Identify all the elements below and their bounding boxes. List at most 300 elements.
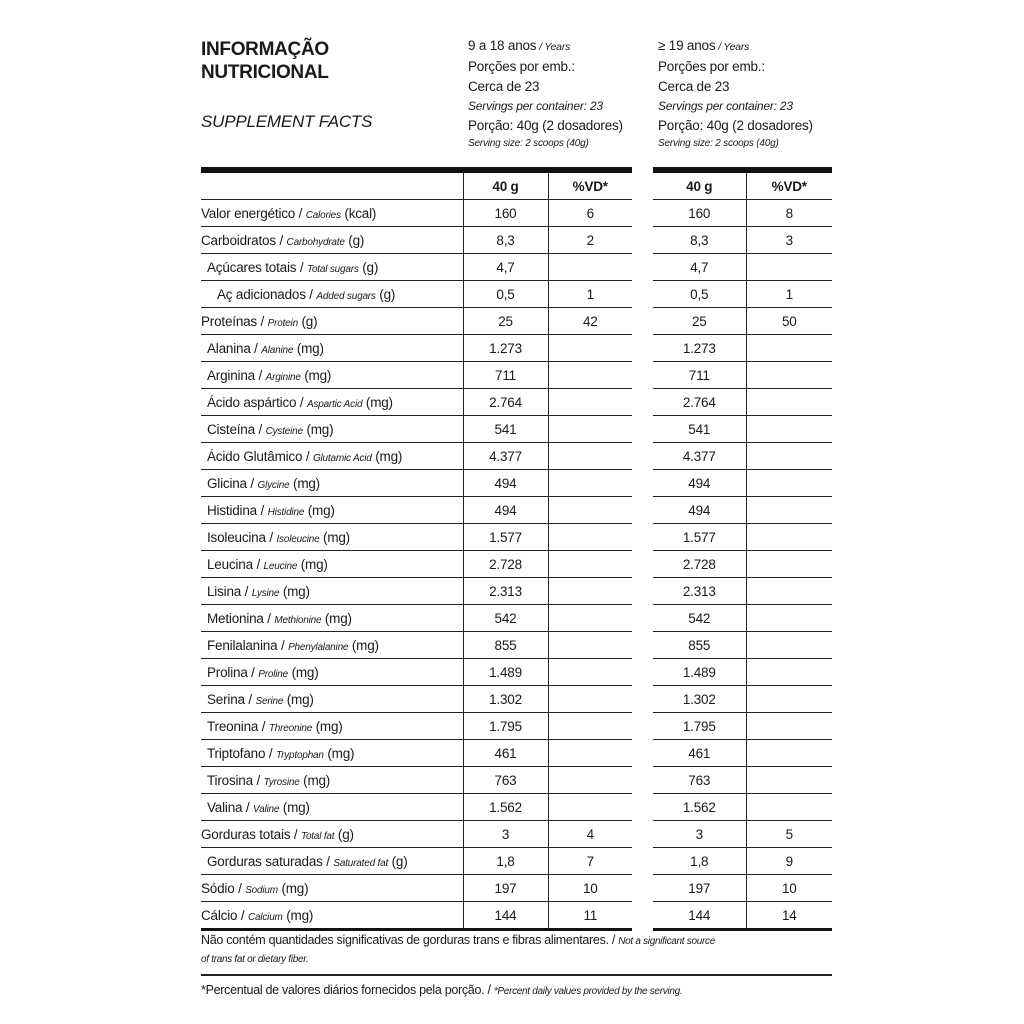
nutrient-name-en: Isoleucine — [276, 533, 320, 545]
nutrient-label — [201, 200, 463, 227]
nutrient-name-pt: Cisteína / — [207, 421, 266, 437]
dv-19-plus: 5 — [746, 821, 832, 848]
dv-9-18: 7 — [548, 848, 632, 875]
footnote-trans-fat-en: Not a significant source — [618, 936, 715, 947]
nutrient-name-en: Aspartic Acid — [306, 398, 363, 410]
dv-19-plus — [746, 416, 832, 443]
nutrient-label — [201, 362, 463, 389]
amount-9-18: 1,8 — [463, 848, 548, 875]
age-range-en: / Years — [715, 41, 750, 53]
table-row — [201, 200, 632, 227]
table-row — [201, 470, 632, 497]
nutrient-name-pt: Ácido Glutâmico / — [207, 448, 313, 464]
portion-en: Serving size: 2 scoops (40g) — [658, 138, 779, 149]
dv-19-plus: 9 — [746, 848, 832, 875]
dv-9-18 — [548, 443, 632, 470]
table-row — [201, 362, 632, 389]
amount-9-18: 3 — [463, 821, 548, 848]
table-row — [653, 902, 832, 930]
nutrient-unit: (mg) — [300, 367, 332, 383]
table-row — [201, 632, 632, 659]
nutrient-unit: (mg) — [323, 745, 355, 761]
dv-19-plus — [746, 740, 832, 767]
nutrient-label — [201, 821, 463, 848]
table-row — [201, 227, 632, 254]
footnote-trans-fat-en-cont: of trans fat or dietary fiber. — [201, 954, 309, 965]
nutrient-name-pt: Ácido aspártico / — [207, 394, 307, 410]
title-line-2: NUTRICIONAL — [201, 62, 329, 83]
amount-9-18: 1.562 — [463, 794, 548, 821]
table-row — [201, 740, 632, 767]
table-header-row — [653, 173, 832, 200]
nutrient-unit: (mg) — [319, 529, 350, 545]
table-row — [201, 902, 632, 930]
amount-9-18: 542 — [463, 605, 548, 632]
nutrient-name-pt: Gorduras totais / — [201, 826, 301, 842]
nutrient-label — [201, 659, 463, 686]
header-amount: 40 g — [463, 173, 548, 200]
amount-19-plus: 494 — [653, 470, 746, 497]
dv-19-plus — [746, 632, 832, 659]
nutrient-name-pt: Triptofano / — [207, 745, 276, 761]
dv-19-plus — [746, 362, 832, 389]
table-row — [653, 875, 832, 902]
table-row — [653, 848, 832, 875]
dv-19-plus: 3 — [746, 227, 832, 254]
amount-19-plus: 144 — [653, 902, 746, 930]
table-row — [653, 497, 832, 524]
nutrient-label — [201, 713, 463, 740]
nutrient-name-en: Added sugars — [316, 290, 376, 302]
title — [201, 38, 329, 84]
table-row — [653, 362, 832, 389]
nutrient-name-en: Proline — [258, 668, 289, 680]
table-row — [201, 848, 632, 875]
nutrient-name-pt: Treonina / — [207, 718, 269, 734]
dv-19-plus: 1 — [746, 281, 832, 308]
amount-19-plus: 4,7 — [653, 254, 746, 281]
amount-19-plus: 1.577 — [653, 524, 746, 551]
dv-19-plus: 14 — [746, 902, 832, 930]
table-row — [201, 875, 632, 902]
nutrient-label — [201, 848, 463, 875]
table-row — [653, 443, 832, 470]
dv-9-18 — [548, 389, 632, 416]
dv-9-18: 6 — [548, 200, 632, 227]
nutrient-unit: (mg) — [299, 772, 331, 788]
nutrient-label — [201, 497, 463, 524]
dv-19-plus: 8 — [746, 200, 832, 227]
nutrient-name-en: Tyrosine — [263, 776, 300, 788]
amount-9-18: 144 — [463, 902, 548, 930]
nutrient-name-pt: Valina / — [207, 799, 253, 815]
nutrient-unit: (mg) — [289, 475, 320, 491]
nutrient-name-en: Leucine — [263, 560, 298, 572]
table-row — [201, 821, 632, 848]
table-row — [653, 767, 832, 794]
nutrient-name-en: Saturated fat — [333, 857, 389, 869]
dv-19-plus — [746, 389, 832, 416]
nutrient-label — [201, 227, 463, 254]
nutrient-name-en: Serine — [255, 695, 284, 707]
table-row — [653, 254, 832, 281]
nutrient-unit: (mg) — [297, 556, 328, 572]
nutrient-name-pt: Sódio / — [201, 880, 246, 896]
nutrient-name-pt: Fenilalanina / — [207, 637, 289, 653]
dv-9-18 — [548, 767, 632, 794]
amount-19-plus: 542 — [653, 605, 746, 632]
nutrient-label — [201, 740, 463, 767]
dv-19-plus — [746, 524, 832, 551]
nutrient-name-en: Calcium — [247, 911, 283, 923]
amount-19-plus: 2.728 — [653, 551, 746, 578]
table-row — [653, 632, 832, 659]
amount-9-18: 461 — [463, 740, 548, 767]
portion-pt: Porção: 40g (2 dosadores) — [468, 118, 623, 133]
dv-9-18: 2 — [548, 227, 632, 254]
amount-9-18: 541 — [463, 416, 548, 443]
amount-19-plus: 855 — [653, 632, 746, 659]
table-row — [201, 686, 632, 713]
dv-9-18 — [548, 470, 632, 497]
dv-19-plus — [746, 497, 832, 524]
dv-19-plus — [746, 470, 832, 497]
amount-9-18: 1.489 — [463, 659, 548, 686]
nutrient-unit: (mg) — [277, 880, 309, 896]
dv-19-plus — [746, 686, 832, 713]
nutrient-name-pt: Tirosina / — [207, 772, 264, 788]
amount-9-18: 4,7 — [463, 254, 548, 281]
dv-9-18 — [548, 605, 632, 632]
nutrient-label — [201, 686, 463, 713]
nutrient-name-en: Histidine — [267, 506, 305, 518]
nutrient-unit: (mg) — [312, 718, 343, 734]
nutrient-name-pt: Carboidratos / — [201, 232, 287, 248]
header-amount: 40 g — [653, 173, 746, 200]
footnote-daily-value-pt: *Percentual de valores diários fornecidos pela porção. / — [201, 983, 494, 997]
dv-19-plus: 50 — [746, 308, 832, 335]
nutrient-unit: (mg) — [279, 799, 310, 815]
portion-en: Serving size: 2 scoops (40g) — [468, 138, 589, 149]
nutrient-name-en: Sodium — [245, 884, 278, 896]
amount-19-plus: 1.302 — [653, 686, 746, 713]
age-range-en: / Years — [536, 41, 571, 53]
amount-9-18: 1.302 — [463, 686, 548, 713]
dv-9-18 — [548, 686, 632, 713]
nutrient-label — [201, 281, 463, 308]
header-blank — [201, 173, 463, 200]
age-range: ≥ 19 anos — [658, 38, 716, 53]
nutrient-name-en: Lysine — [251, 587, 280, 599]
amount-9-18: 494 — [463, 497, 548, 524]
amount-9-18: 197 — [463, 875, 548, 902]
table-row — [653, 713, 832, 740]
nutrient-label — [201, 335, 463, 362]
table-row — [201, 497, 632, 524]
dv-9-18 — [548, 416, 632, 443]
nutrient-label — [201, 902, 463, 930]
nutrient-label — [201, 389, 463, 416]
nutrient-name-en: Protein — [267, 317, 298, 329]
amount-19-plus: 197 — [653, 875, 746, 902]
nutrient-name-en: Alanine — [261, 344, 294, 356]
amount-19-plus: 8,3 — [653, 227, 746, 254]
amount-19-plus: 711 — [653, 362, 746, 389]
nutrient-name-en: Glycine — [257, 479, 290, 491]
nutrient-unit: (mg) — [371, 448, 403, 464]
dv-19-plus — [746, 443, 832, 470]
amount-9-18: 1.273 — [463, 335, 548, 362]
amount-19-plus: 763 — [653, 767, 746, 794]
dv-9-18 — [548, 497, 632, 524]
nutrient-name-en: Tryptophan — [275, 749, 324, 761]
nutrient-name-pt: Proteínas / — [201, 313, 268, 329]
amount-19-plus: 1.795 — [653, 713, 746, 740]
nutrient-name-en: Phenylalanine — [288, 641, 349, 653]
amount-19-plus: 4.377 — [653, 443, 746, 470]
dv-9-18 — [548, 740, 632, 767]
nutrient-name-en: Threonine — [268, 722, 313, 734]
table-row — [653, 389, 832, 416]
amount-9-18: 8,3 — [463, 227, 548, 254]
nutrient-unit: (mg) — [321, 610, 352, 626]
dv-9-18 — [548, 659, 632, 686]
table-row — [653, 794, 832, 821]
servings-en: Servings per container: 23 — [468, 99, 603, 113]
nutrient-unit: (mg) — [288, 664, 319, 680]
footnote-trans-fat — [201, 933, 715, 947]
nutrient-label — [201, 578, 463, 605]
dv-19-plus — [746, 659, 832, 686]
title-line-1: INFORMAÇÃO — [201, 39, 329, 60]
nutrient-name-pt: Gorduras saturadas / — [207, 853, 334, 869]
table-row — [201, 659, 632, 686]
nutrient-unit: (g) — [375, 286, 396, 302]
amount-9-18: 25 — [463, 308, 548, 335]
nutrient-name-en: Methionine — [274, 614, 322, 626]
table-row — [653, 281, 832, 308]
subtitle: SUPPLEMENT FACTS — [201, 112, 373, 131]
table-header-row — [201, 173, 632, 200]
nutrient-name-pt: Prolina / — [207, 664, 259, 680]
dv-19-plus — [746, 605, 832, 632]
dv-19-plus — [746, 713, 832, 740]
amount-19-plus: 494 — [653, 497, 746, 524]
table-row — [653, 659, 832, 686]
table-row — [201, 254, 632, 281]
nutrient-name-pt: Glicina / — [207, 475, 258, 491]
table-row — [653, 227, 832, 254]
dv-9-18: 10 — [548, 875, 632, 902]
table-row — [653, 821, 832, 848]
dv-9-18: 1 — [548, 281, 632, 308]
dv-9-18: 4 — [548, 821, 632, 848]
dv-19-plus: 10 — [746, 875, 832, 902]
amount-19-plus: 1.489 — [653, 659, 746, 686]
footer-divider — [201, 974, 832, 976]
amount-19-plus: 160 — [653, 200, 746, 227]
table-row — [653, 524, 832, 551]
nutrient-label — [201, 551, 463, 578]
amount-9-18: 2.728 — [463, 551, 548, 578]
amount-19-plus: 2.313 — [653, 578, 746, 605]
amount-9-18: 855 — [463, 632, 548, 659]
nutrient-unit: (g) — [388, 853, 408, 869]
nutrition-table-left — [201, 173, 632, 931]
table-row — [201, 794, 632, 821]
nutrient-name-pt: Aç adicionados / — [217, 286, 317, 302]
table-row — [201, 605, 632, 632]
amount-19-plus: 541 — [653, 416, 746, 443]
amount-9-18: 4.377 — [463, 443, 548, 470]
nutrient-unit: (mg) — [283, 691, 314, 707]
nutrient-name-pt: Histidina / — [207, 502, 268, 518]
nutrient-name-pt: Alanina / — [207, 340, 262, 356]
table-row — [653, 335, 832, 362]
dv-9-18 — [548, 632, 632, 659]
dv-19-plus — [746, 794, 832, 821]
nutrient-name-en: Arginine — [265, 371, 301, 383]
group-header-1 — [468, 36, 623, 152]
nutrient-unit: (mg) — [304, 502, 335, 518]
footnote-daily-value-en: *Percent daily values provided by the serving. — [493, 986, 683, 997]
dv-19-plus — [746, 767, 832, 794]
nutrient-name-en: Valine — [252, 803, 280, 815]
nutrient-label — [201, 416, 463, 443]
nutrient-name-pt: Metionina / — [207, 610, 275, 626]
amount-9-18: 711 — [463, 362, 548, 389]
dv-19-plus — [746, 254, 832, 281]
table-row — [653, 308, 832, 335]
nutrient-unit: (g) — [344, 232, 365, 248]
amount-19-plus: 461 — [653, 740, 746, 767]
dv-9-18 — [548, 254, 632, 281]
table-row — [653, 605, 832, 632]
amount-19-plus: 1,8 — [653, 848, 746, 875]
amount-9-18: 2.764 — [463, 389, 548, 416]
table-row — [201, 308, 632, 335]
nutrient-label — [201, 605, 463, 632]
nutrient-name-pt: Arginina / — [207, 367, 266, 383]
amount-9-18: 763 — [463, 767, 548, 794]
amount-19-plus: 3 — [653, 821, 746, 848]
table-row — [653, 200, 832, 227]
servings-pt-count: Cerca de 23 — [658, 79, 730, 94]
nutrient-name-pt: Lisina / — [207, 583, 252, 599]
nutrient-unit: (mg) — [302, 421, 334, 437]
footnote-trans-fat-cont — [201, 951, 308, 965]
amount-19-plus: 1.562 — [653, 794, 746, 821]
dv-9-18: 42 — [548, 308, 632, 335]
nutrient-unit: (g) — [334, 826, 354, 842]
dv-19-plus — [746, 578, 832, 605]
servings-pt-count: Cerca de 23 — [468, 79, 540, 94]
dv-19-plus — [746, 551, 832, 578]
age-range: 9 a 18 anos — [468, 38, 537, 53]
nutrient-label — [201, 443, 463, 470]
nutrient-label — [201, 632, 463, 659]
table-row — [653, 470, 832, 497]
table-row — [653, 686, 832, 713]
table-row — [201, 335, 632, 362]
portion-pt: Porção: 40g (2 dosadores) — [658, 118, 813, 133]
nutrient-label — [201, 470, 463, 497]
amount-9-18: 1.577 — [463, 524, 548, 551]
header-dv: %VD* — [746, 173, 832, 200]
nutrient-unit: (mg) — [348, 637, 379, 653]
table-row — [201, 713, 632, 740]
nutrient-unit: (kcal) — [340, 205, 377, 221]
servings-pt: Porções por emb.: — [468, 59, 575, 74]
nutrient-name-en: Total sugars — [306, 263, 359, 275]
nutrient-name-pt: Açúcares totais / — [207, 259, 307, 275]
dv-9-18 — [548, 551, 632, 578]
table-row — [201, 524, 632, 551]
nutrient-label — [201, 767, 463, 794]
amount-9-18: 494 — [463, 470, 548, 497]
footnote-daily-value — [201, 983, 682, 997]
dv-9-18 — [548, 578, 632, 605]
table-row — [201, 767, 632, 794]
footnote-trans-fat-pt: Não contém quantidades significativas de gorduras trans e fibras alimentares. / — [201, 933, 619, 947]
amount-9-18: 1.795 — [463, 713, 548, 740]
dv-9-18 — [548, 524, 632, 551]
nutrient-name-en: Cysteine — [265, 425, 303, 437]
amount-9-18: 160 — [463, 200, 548, 227]
dv-19-plus — [746, 335, 832, 362]
nutrient-unit: (mg) — [279, 583, 310, 599]
amount-19-plus: 0,5 — [653, 281, 746, 308]
dv-9-18 — [548, 794, 632, 821]
nutrient-label — [201, 875, 463, 902]
table-row — [653, 551, 832, 578]
nutrient-name-en: Carbohydrate — [286, 236, 345, 248]
nutrient-name-pt: Cálcio / — [201, 907, 248, 923]
amount-19-plus: 2.764 — [653, 389, 746, 416]
nutrient-unit: (g) — [358, 259, 379, 275]
nutrient-name-pt: Valor energético / — [201, 205, 306, 221]
nutrient-name-pt: Leucina / — [207, 556, 264, 572]
table-row — [201, 551, 632, 578]
table-row — [201, 416, 632, 443]
table-row — [201, 578, 632, 605]
nutrient-unit: (mg) — [362, 394, 393, 410]
nutrition-table-right — [653, 173, 832, 931]
amount-19-plus: 25 — [653, 308, 746, 335]
table-row — [653, 416, 832, 443]
table-row — [201, 443, 632, 470]
nutrient-name-en: Calories — [305, 209, 341, 221]
nutrient-name-en: Total fat — [300, 830, 335, 842]
amount-9-18: 2.313 — [463, 578, 548, 605]
group-header-2 — [658, 36, 813, 152]
table-row — [201, 281, 632, 308]
nutrient-label — [201, 524, 463, 551]
dv-9-18 — [548, 335, 632, 362]
dv-9-18 — [548, 713, 632, 740]
nutrient-unit: (g) — [297, 313, 318, 329]
dv-9-18 — [548, 362, 632, 389]
nutrient-label — [201, 308, 463, 335]
nutrient-unit: (mg) — [293, 340, 324, 356]
servings-en: Servings per container: 23 — [658, 99, 793, 113]
nutrient-unit: (mg) — [282, 907, 314, 923]
amount-9-18: 0,5 — [463, 281, 548, 308]
header-dv: %VD* — [548, 173, 632, 200]
nutrient-label — [201, 794, 463, 821]
dv-9-18: 11 — [548, 902, 632, 930]
amount-19-plus: 1.273 — [653, 335, 746, 362]
